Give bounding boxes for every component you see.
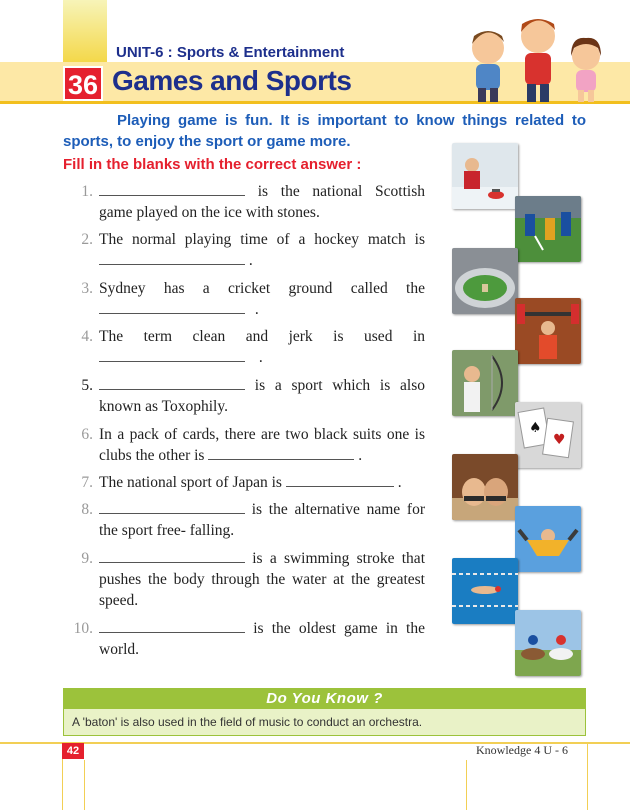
- answer-blank[interactable]: [208, 445, 354, 460]
- do-you-know-text: A 'baton' is also used in the field of music to conduct an orchestra.: [63, 709, 586, 736]
- hockey-photo: [515, 196, 581, 262]
- weightlifting-photo: [515, 298, 581, 364]
- boy-left-figure: [472, 31, 504, 102]
- page-title: Games and Sports: [112, 65, 352, 96]
- footer-book-title: Knowledge 4 U - 6: [476, 743, 568, 757]
- header-tab: [63, 0, 107, 62]
- question-number: 5.: [81, 377, 93, 394]
- svg-text:♥: ♥: [553, 432, 566, 448]
- sumo-photo: [452, 454, 518, 520]
- answer-blank[interactable]: [99, 250, 245, 265]
- polo-photo: [515, 610, 581, 676]
- archery-photo: [452, 350, 518, 416]
- cards-photo: [515, 402, 581, 468]
- footer-divider-right: [587, 744, 588, 810]
- girl-right-figure: [571, 38, 601, 102]
- unit-label: UNIT-6 : Sports & Entertainment: [116, 44, 345, 61]
- answer-blank[interactable]: [99, 375, 245, 390]
- stadium-photo: [452, 248, 518, 314]
- boy-center-figure: [521, 19, 555, 102]
- curling-photo: [452, 143, 518, 209]
- question-number: 1.: [81, 183, 93, 200]
- instruction-heading: Fill in the blanks with the correct answer :: [63, 156, 362, 173]
- footer-divider-right-inner: [466, 760, 467, 810]
- question-number: 8.: [81, 501, 93, 518]
- footer-divider-left-inner: [84, 760, 85, 810]
- answer-blank[interactable]: [99, 618, 245, 633]
- answer-blank[interactable]: [99, 548, 245, 563]
- do-you-know-box: [63, 688, 586, 738]
- lesson-number-badge: 36: [63, 66, 103, 101]
- question-number: 6.: [81, 426, 93, 443]
- question-number: 7.: [81, 474, 93, 491]
- answer-blank[interactable]: [99, 181, 245, 196]
- swimming-photo: [452, 558, 518, 624]
- page-number: 42: [62, 743, 84, 759]
- answer-blank[interactable]: [99, 499, 245, 514]
- question-number: 9.: [81, 550, 93, 567]
- answer-blank[interactable]: [99, 299, 245, 314]
- intro-paragraph: Playing game is fun. It is important to know things related to sports, to enjoy the sport or game more.: [63, 112, 586, 150]
- children-illustration: [458, 8, 618, 104]
- question-number: 10.: [73, 620, 93, 637]
- answer-blank[interactable]: [99, 347, 245, 362]
- do-you-know-heading: Do You Know ?: [63, 688, 586, 709]
- svg-text:♠: ♠: [529, 420, 542, 436]
- question-number: 3.: [81, 280, 93, 297]
- skydiving-photo: [515, 506, 581, 572]
- question-number: 2.: [81, 231, 93, 248]
- question-number: 4.: [81, 328, 93, 345]
- answer-blank[interactable]: [286, 472, 394, 487]
